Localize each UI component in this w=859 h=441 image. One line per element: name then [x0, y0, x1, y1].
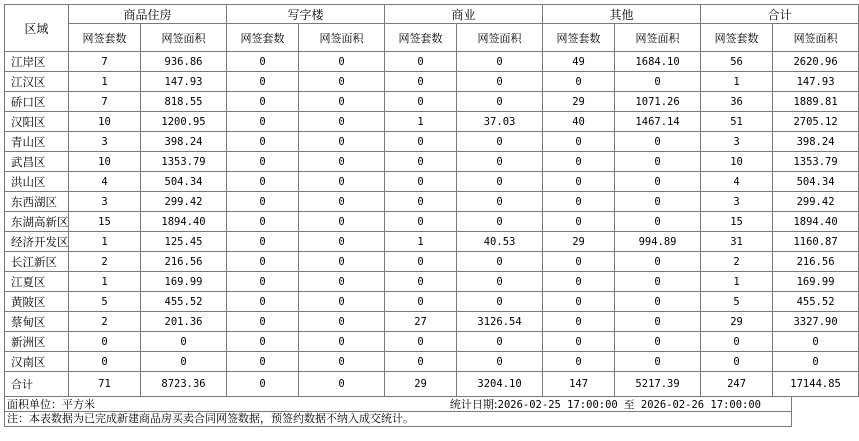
header-group-total: 合计 [701, 5, 859, 24]
region-cell: 合计 [5, 372, 69, 397]
count-cell: 10 [69, 112, 141, 132]
area-cell: 0 [299, 352, 385, 372]
area-cell: 0 [773, 352, 859, 372]
table-row [5, 272, 859, 292]
count-cell: 0 [701, 332, 773, 352]
area-cell: 147.93 [773, 72, 859, 92]
count-cell: 5 [701, 292, 773, 312]
count-cell: 7 [69, 92, 141, 112]
header-count: 网签套数 [227, 24, 299, 52]
count-cell: 2 [69, 252, 141, 272]
area-cell: 0 [615, 252, 701, 272]
count-cell: 10 [69, 152, 141, 172]
count-cell: 0 [227, 372, 299, 397]
header-region: 区域 [5, 5, 69, 52]
count-cell: 0 [227, 272, 299, 292]
area-cell: 0 [457, 52, 543, 72]
count-cell: 0 [385, 132, 457, 152]
area-cell: 2620.96 [773, 52, 859, 72]
area-cell: 1200.95 [141, 112, 227, 132]
count-cell: 10 [701, 152, 773, 172]
count-cell: 0 [227, 292, 299, 312]
count-cell: 1 [69, 272, 141, 292]
table-row [5, 332, 859, 352]
count-cell: 1 [385, 112, 457, 132]
region-cell: 江岸区 [5, 52, 69, 72]
area-unit: 面积单位：平方米 [7, 398, 95, 411]
table-row [5, 232, 859, 252]
area-cell: 3204.10 [457, 372, 543, 397]
area-cell: 0 [299, 312, 385, 332]
count-cell: 1 [69, 72, 141, 92]
area-cell: 0 [299, 72, 385, 92]
count-cell: 0 [543, 272, 615, 292]
count-cell: 49 [543, 52, 615, 72]
area-cell: 1894.40 [141, 212, 227, 232]
table-row [5, 352, 859, 372]
stat-date [450, 396, 791, 412]
area-cell: 0 [457, 152, 543, 172]
count-cell: 40 [543, 112, 615, 132]
area-cell: 398.24 [141, 132, 227, 152]
count-cell: 29 [385, 372, 457, 397]
header-group-commercial: 商业 [385, 5, 543, 24]
area-cell: 1894.40 [773, 212, 859, 232]
count-cell: 0 [385, 292, 457, 312]
count-cell: 0 [227, 332, 299, 352]
area-cell: 0 [457, 212, 543, 232]
header-group-other: 其他 [543, 5, 701, 24]
table-row [5, 212, 859, 232]
area-cell: 0 [299, 232, 385, 252]
area-cell: 0 [615, 172, 701, 192]
region-cell: 东湖高新区 [5, 212, 69, 232]
count-cell: 0 [385, 52, 457, 72]
count-cell: 3 [69, 132, 141, 152]
area-cell: 201.36 [141, 312, 227, 332]
area-cell: 0 [299, 92, 385, 112]
table-row [5, 292, 859, 312]
area-cell: 0 [615, 132, 701, 152]
header-area: 网签面积 [773, 24, 859, 52]
count-cell: 15 [69, 212, 141, 232]
area-cell: 398.24 [773, 132, 859, 152]
count-cell: 0 [543, 292, 615, 312]
region-cell: 武昌区 [5, 152, 69, 172]
count-cell: 1 [701, 72, 773, 92]
area-cell: 0 [457, 132, 543, 152]
count-cell: 0 [543, 312, 615, 332]
count-cell: 29 [701, 312, 773, 332]
count-cell: 1 [69, 232, 141, 252]
area-cell: 216.56 [773, 252, 859, 272]
count-cell: 0 [385, 152, 457, 172]
area-cell: 0 [615, 272, 701, 292]
table-row [5, 152, 859, 172]
count-cell: 0 [227, 132, 299, 152]
area-cell: 0 [299, 372, 385, 397]
count-cell: 147 [543, 372, 615, 397]
count-cell: 0 [227, 312, 299, 332]
area-cell: 504.34 [141, 172, 227, 192]
area-cell: 1160.87 [773, 232, 859, 252]
count-cell: 27 [385, 312, 457, 332]
area-cell: 216.56 [141, 252, 227, 272]
area-cell: 0 [615, 312, 701, 332]
table-row [5, 312, 859, 332]
total-row [5, 372, 859, 397]
region-cell: 江夏区 [5, 272, 69, 292]
count-cell: 0 [385, 172, 457, 192]
count-cell: 0 [543, 252, 615, 272]
area-cell: 1889.81 [773, 92, 859, 112]
count-cell: 0 [543, 152, 615, 172]
count-cell: 247 [701, 372, 773, 397]
count-cell: 0 [227, 172, 299, 192]
region-cell: 黄陂区 [5, 292, 69, 312]
count-cell: 3 [701, 132, 773, 152]
area-cell: 0 [141, 332, 227, 352]
count-cell: 0 [385, 72, 457, 92]
count-cell: 31 [701, 232, 773, 252]
area-cell: 0 [299, 52, 385, 72]
area-cell: 455.52 [141, 292, 227, 312]
area-cell: 37.03 [457, 112, 543, 132]
count-cell: 2 [69, 312, 141, 332]
area-cell: 0 [299, 152, 385, 172]
header-area: 网签面积 [141, 24, 227, 52]
count-cell: 0 [385, 212, 457, 232]
area-cell: 2705.12 [773, 112, 859, 132]
count-cell: 4 [69, 172, 141, 192]
area-cell: 0 [457, 332, 543, 352]
count-cell: 0 [385, 92, 457, 112]
table-row [5, 252, 859, 272]
footer-frame [4, 396, 792, 427]
table-row [5, 172, 859, 192]
stat-date-label: 统计日期: [449, 398, 498, 411]
region-cell: 青山区 [5, 132, 69, 152]
header-group-office: 写字楼 [227, 5, 385, 24]
region-cell: 新洲区 [5, 332, 69, 352]
area-cell: 0 [141, 352, 227, 372]
count-cell: 56 [701, 52, 773, 72]
count-cell: 0 [385, 272, 457, 292]
area-cell: 0 [457, 92, 543, 112]
header-count: 网签套数 [385, 24, 457, 52]
count-cell: 15 [701, 212, 773, 232]
area-cell: 0 [299, 272, 385, 292]
count-cell: 0 [385, 192, 457, 212]
area-cell: 0 [615, 352, 701, 372]
count-cell: 0 [227, 92, 299, 112]
area-cell: 0 [299, 332, 385, 352]
area-cell: 0 [299, 212, 385, 232]
header-count: 网签套数 [701, 24, 773, 52]
count-cell: 0 [543, 332, 615, 352]
region-cell: 经济开发区 [5, 232, 69, 252]
table-row [5, 52, 859, 72]
area-cell: 0 [615, 212, 701, 232]
area-cell: 8723.36 [141, 372, 227, 397]
area-cell: 0 [299, 252, 385, 272]
area-cell: 0 [457, 292, 543, 312]
count-cell: 0 [227, 152, 299, 172]
count-cell: 0 [227, 352, 299, 372]
count-cell: 0 [543, 212, 615, 232]
count-cell: 0 [69, 352, 141, 372]
count-cell: 0 [227, 232, 299, 252]
sales-table [4, 4, 859, 397]
header-count: 网签套数 [69, 24, 141, 52]
count-cell: 0 [227, 52, 299, 72]
table-row [5, 92, 859, 112]
count-cell: 0 [701, 352, 773, 372]
area-cell: 0 [457, 272, 543, 292]
area-cell: 0 [615, 152, 701, 172]
area-cell: 0 [457, 252, 543, 272]
table-row [5, 132, 859, 152]
count-cell: 5 [69, 292, 141, 312]
report-container [4, 4, 841, 425]
count-cell: 0 [385, 352, 457, 372]
count-cell: 7 [69, 52, 141, 72]
count-cell: 0 [227, 112, 299, 132]
count-cell: 3 [69, 192, 141, 212]
area-cell: 1684.10 [615, 52, 701, 72]
area-cell: 1353.79 [773, 152, 859, 172]
area-cell: 455.52 [773, 292, 859, 312]
area-cell: 3327.90 [773, 312, 859, 332]
area-cell: 994.89 [615, 232, 701, 252]
area-cell: 17144.85 [773, 372, 859, 397]
region-cell: 江汉区 [5, 72, 69, 92]
count-cell: 2 [701, 252, 773, 272]
area-cell: 0 [773, 332, 859, 352]
region-cell: 长江新区 [5, 252, 69, 272]
count-cell: 0 [227, 192, 299, 212]
count-cell: 1 [385, 232, 457, 252]
header-group-residential: 商品住房 [69, 5, 227, 24]
area-cell: 0 [457, 172, 543, 192]
region-cell: 硚口区 [5, 92, 69, 112]
region-cell: 蔡甸区 [5, 312, 69, 332]
table-body [5, 52, 859, 397]
count-cell: 51 [701, 112, 773, 132]
area-cell: 0 [457, 352, 543, 372]
table-row [5, 192, 859, 212]
area-cell: 0 [615, 192, 701, 212]
area-cell: 147.93 [141, 72, 227, 92]
header-area: 网签面积 [615, 24, 701, 52]
footnote: 注：本表数据为已完成新建商品房买卖合同网签数据，预签约数据不纳入成交统计。 [7, 412, 414, 425]
area-cell: 299.42 [773, 192, 859, 212]
area-cell: 5217.39 [615, 372, 701, 397]
area-cell: 40.53 [457, 232, 543, 252]
area-cell: 125.45 [141, 232, 227, 252]
region-cell: 汉南区 [5, 352, 69, 372]
count-cell: 0 [385, 332, 457, 352]
count-cell: 0 [543, 172, 615, 192]
count-cell: 0 [543, 132, 615, 152]
count-cell: 71 [69, 372, 141, 397]
area-cell: 0 [457, 192, 543, 212]
area-cell: 0 [299, 292, 385, 312]
area-cell: 0 [299, 192, 385, 212]
stat-date-range: 2026-02-25 17:00:00 至 2026-02-26 17:00:00 [497, 399, 761, 411]
count-cell: 0 [543, 352, 615, 372]
count-cell: 4 [701, 172, 773, 192]
area-cell: 936.86 [141, 52, 227, 72]
count-cell: 3 [701, 192, 773, 212]
area-cell: 299.42 [141, 192, 227, 212]
count-cell: 29 [543, 92, 615, 112]
count-cell: 1 [701, 272, 773, 292]
area-cell: 1353.79 [141, 152, 227, 172]
table-row [5, 72, 859, 92]
count-cell: 36 [701, 92, 773, 112]
area-cell: 3126.54 [457, 312, 543, 332]
count-cell: 0 [227, 72, 299, 92]
area-cell: 169.99 [773, 272, 859, 292]
header-area: 网签面积 [457, 24, 543, 52]
count-cell: 0 [69, 332, 141, 352]
area-cell: 0 [299, 172, 385, 192]
header-count: 网签套数 [543, 24, 615, 52]
table-row [5, 112, 859, 132]
header-area: 网签面积 [299, 24, 385, 52]
area-cell: 0 [299, 112, 385, 132]
area-cell: 504.34 [773, 172, 859, 192]
area-cell: 169.99 [141, 272, 227, 292]
region-cell: 洪山区 [5, 172, 69, 192]
area-cell: 0 [299, 132, 385, 152]
area-cell: 818.55 [141, 92, 227, 112]
area-cell: 1467.14 [615, 112, 701, 132]
region-cell: 东西湖区 [5, 192, 69, 212]
count-cell: 29 [543, 232, 615, 252]
count-cell: 0 [227, 252, 299, 272]
count-cell: 0 [543, 192, 615, 212]
area-cell: 0 [615, 332, 701, 352]
count-cell: 0 [543, 72, 615, 92]
area-cell: 0 [457, 72, 543, 92]
area-cell: 0 [615, 72, 701, 92]
count-cell: 0 [227, 212, 299, 232]
area-cell: 1071.26 [615, 92, 701, 112]
region-cell: 汉阳区 [5, 112, 69, 132]
area-cell: 0 [615, 292, 701, 312]
count-cell: 0 [385, 252, 457, 272]
